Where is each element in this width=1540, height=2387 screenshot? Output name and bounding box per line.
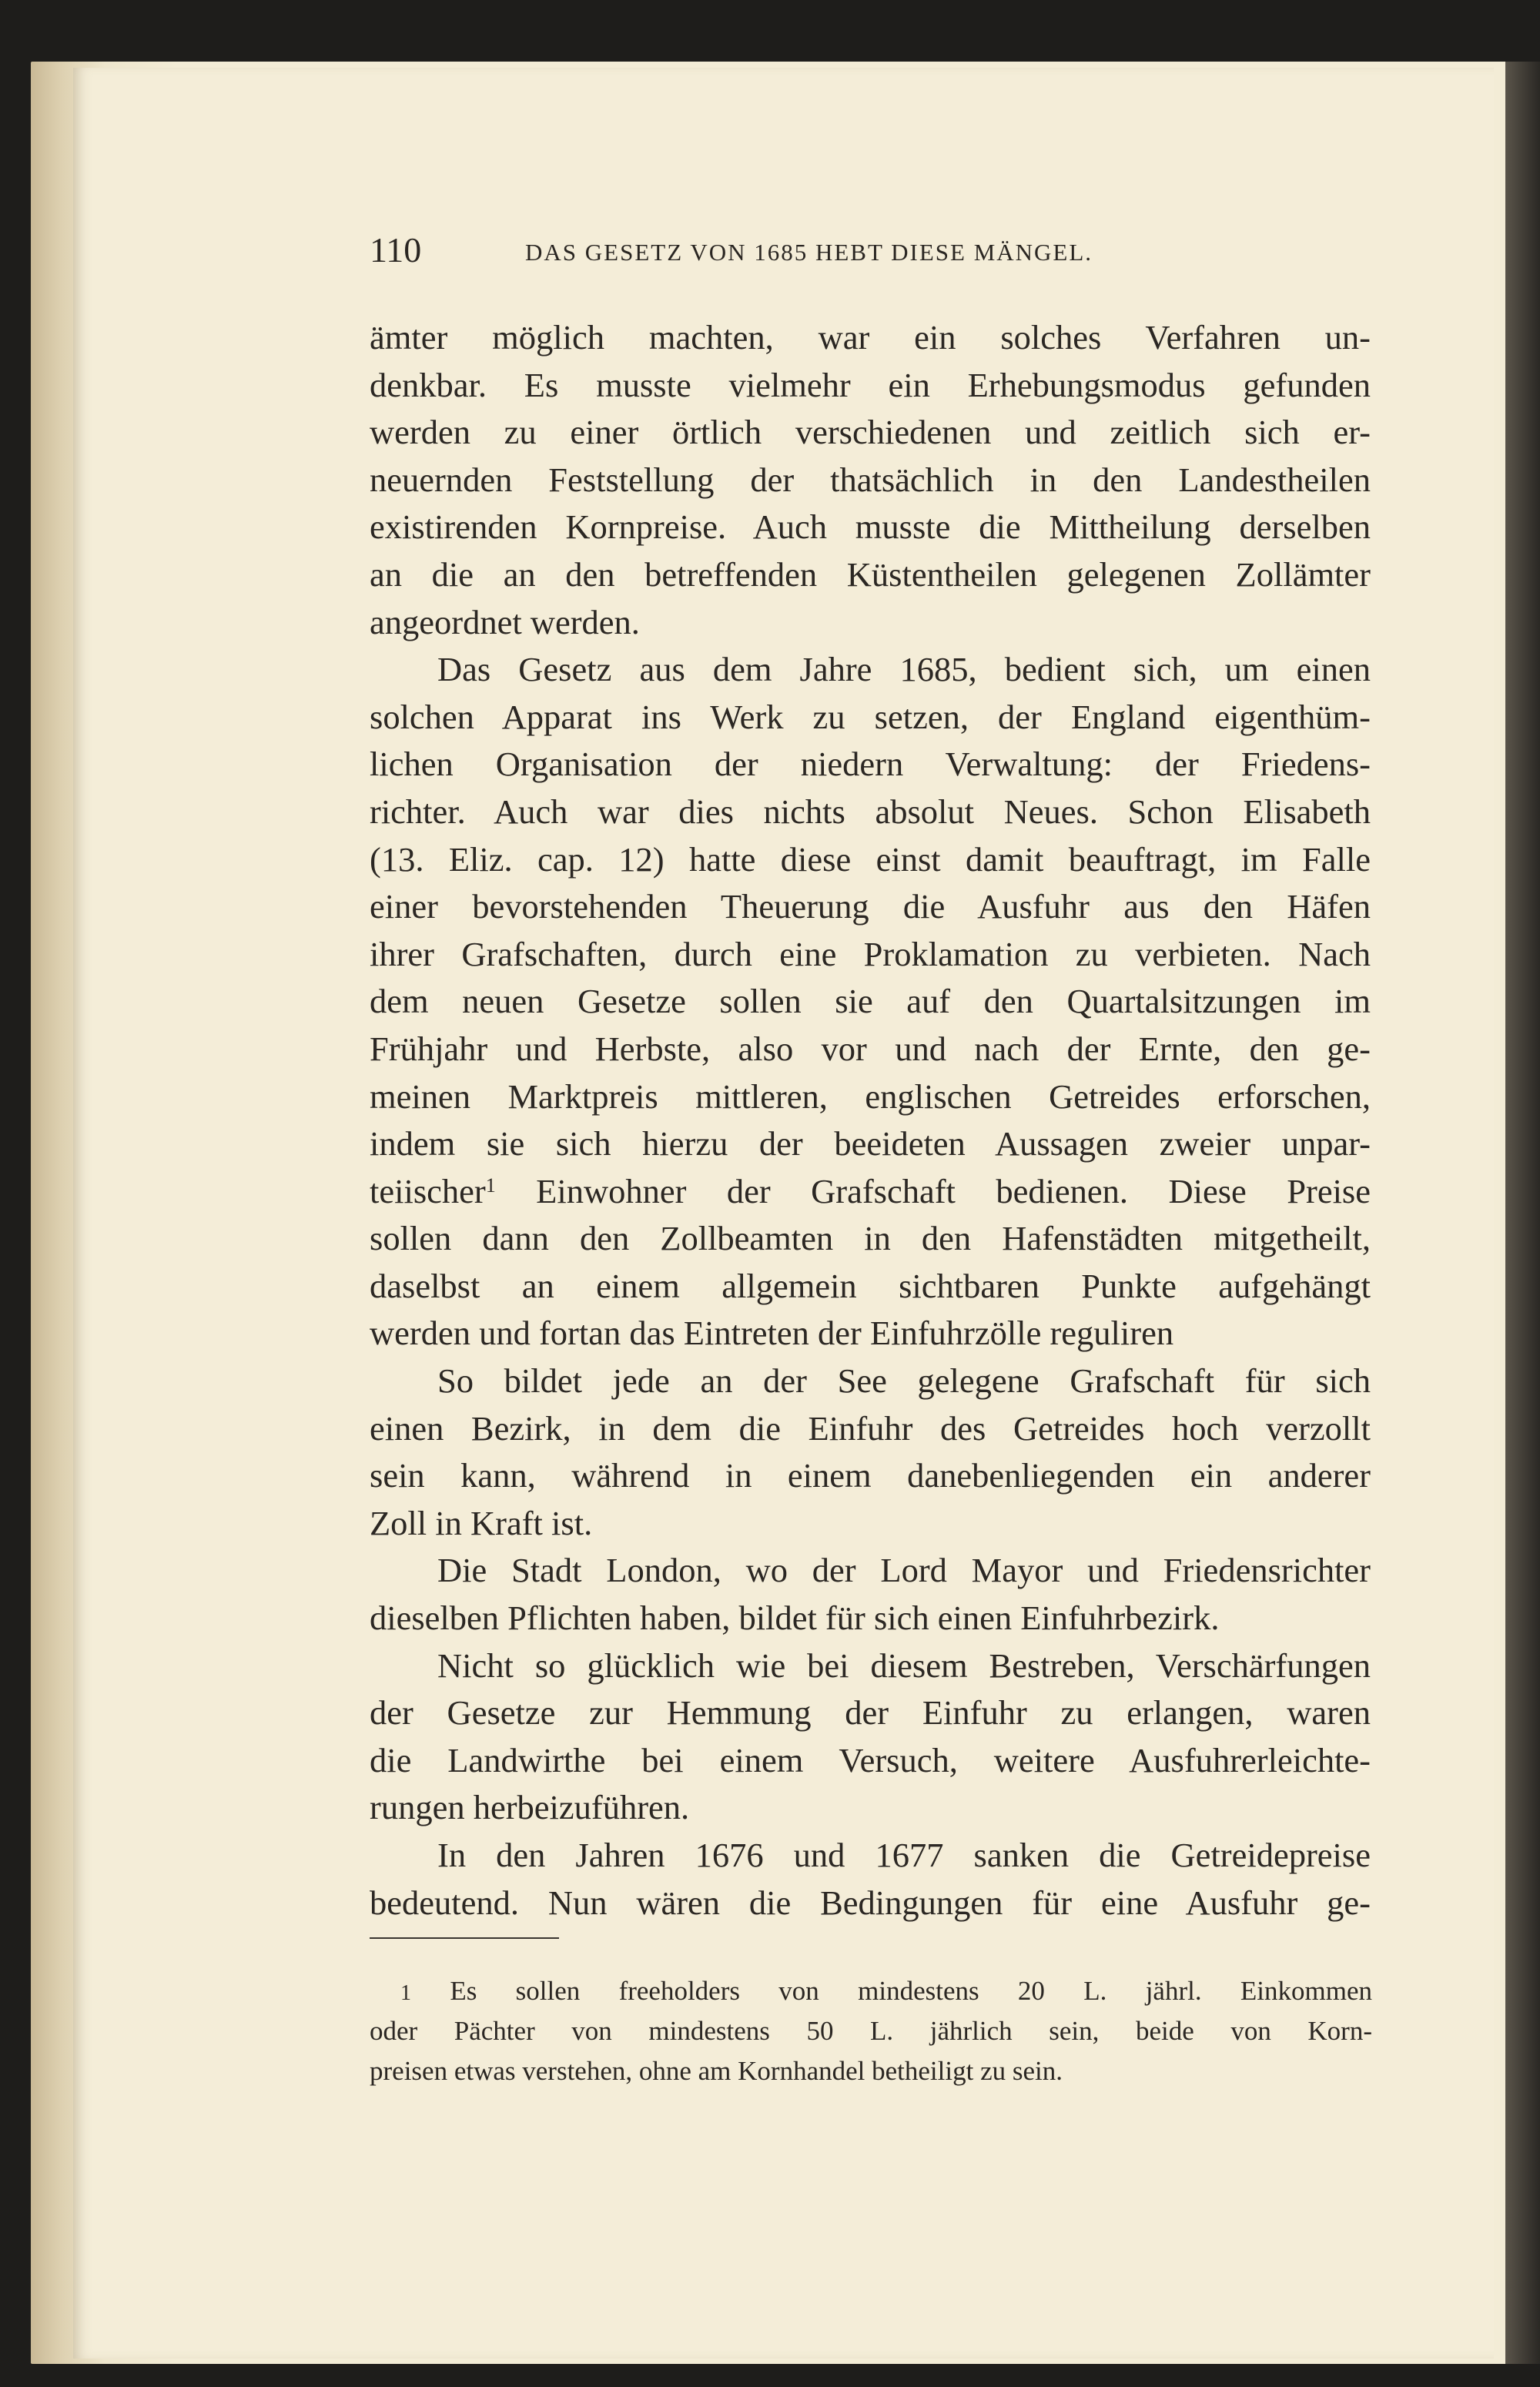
text-line: So bildet jede an der See gelegene Grafschaft für sich: [437, 1361, 1371, 1401]
text-line: existirenden Kornpreise. Auch musste die Mittheilung derselben: [370, 507, 1371, 547]
text-line: richter. Auch war dies nichts absolut Neues. Schon Elisabeth: [370, 792, 1371, 831]
text-line: daselbst an einem allgemein sichtbaren Punkte aufgehängt: [370, 1266, 1371, 1305]
text-line: ämter möglich machten, war ein solches Verfahren un-: [370, 318, 1371, 357]
footnote-line: preisen etwas verstehen, ohne am Kornhandel betheiligt zu sein.: [370, 2056, 1063, 2086]
text-line: einen Bezirk, in dem die Einfuhr des Getreides hoch verzollt: [370, 1408, 1371, 1448]
text-line: Frühjahr und Herbste, also vor und nach der Ernte, den ge-: [370, 1029, 1371, 1068]
text-line: neuernden Feststellung der thatsächlich in den Landestheilen: [370, 460, 1371, 499]
text-line: Zoll in Kraft ist.: [370, 1503, 593, 1542]
footnote-divider: [370, 1937, 559, 1939]
text-line: lichen Organisation der niedern Verwaltung: der Friedens-: [370, 745, 1371, 784]
text-line: die Landwirthe bei einem Versuch, weitere Ausfuhrerleichte-: [370, 1740, 1371, 1779]
text-line: Nicht so glücklich wie bei diesem Bestreben, Verschärfungen: [437, 1645, 1371, 1685]
footnote-reference: 1: [485, 1173, 496, 1197]
text-line: sollen dann den Zollbeamten in den Hafenstädten mitgetheilt,: [370, 1219, 1371, 1258]
text-line: dieselben Pflichten haben, bildet für sich einen Einfuhrbezirk.: [370, 1599, 1220, 1638]
text-line: an die an den betreffenden Küstentheilen gelegenen Zollämter: [370, 554, 1371, 594]
footnote-mark: 1: [400, 1981, 411, 2005]
text-line: einer bevorstehenden Theuerung die Ausfuhr aus den Häfen: [370, 887, 1371, 926]
text-line: denkbar. Es musste vielmehr ein Erhebungsmodus gefunden: [370, 365, 1371, 404]
text-line: angeordnet werden.: [370, 602, 640, 641]
text-line: ihrer Grafschaften, durch eine Proklamation zu verbieten. Nach: [370, 934, 1371, 973]
text-line: dem neuen Gesetze sollen sie auf den Quartalsitzungen im: [370, 982, 1371, 1021]
text-line: bedeutend. Nun wären die Bedingungen für eine Ausfuhr ge-: [370, 1883, 1371, 1922]
footnote-text: Es sollen freeholders von mindestens 20 L. jährl. Einkommen: [450, 1976, 1373, 2006]
footnote-line: [370, 1971, 1372, 2011]
text-line: Das Gesetz aus dem Jahre 1685, bedient sich, um einen: [437, 650, 1371, 689]
text-line: rungen herbeizuführen.: [370, 1788, 690, 1827]
page-header: [370, 229, 1378, 276]
text-fragment: Einwohner der Grafschaft bedienen. Diese Preise: [536, 1171, 1371, 1210]
text-line: werden und fortan das Eintreten der Einfuhrzölle reguliren: [370, 1314, 1174, 1353]
text-line: indem sie sich hierzu der beeideten Aussagen zweier unpar-: [370, 1124, 1371, 1163]
body-text: [370, 314, 1371, 1927]
text-line: solchen Apparat ins Werk zu setzen, der England eigenthüm-: [370, 697, 1371, 736]
text-line: sein kann, während in einem danebenliegenden ein anderer: [370, 1456, 1371, 1495]
text-fragment: teiischer: [370, 1171, 486, 1210]
text-line: (13. Eliz. cap. 12) hatte diese einst damit beauftragt, im Falle: [370, 839, 1371, 879]
footnotes: [370, 1971, 1372, 2091]
text-line: In den Jahren 1676 und 1677 sanken die Getreidepreise: [437, 1836, 1371, 1874]
book-gutter: [1505, 62, 1540, 2364]
text-line: Die Stadt London, wo der Lord Mayor und Friedensrichter: [437, 1551, 1371, 1590]
page-number: 110: [370, 230, 422, 270]
running-title: DAS GESETZ VON 1685 HEBT DIESE MÄNGEL.: [525, 239, 1093, 266]
text-line-with-footnote: [370, 1168, 1371, 1216]
text-line: meinen Marktpreis mittleren, englischen Getreides erforschen,: [370, 1076, 1371, 1116]
text-line: der Gesetze zur Hemmung der Einfuhr zu erlangen, waren: [370, 1693, 1371, 1732]
text-line: werden zu einer örtlich verschiedenen und zeitlich sich er-: [370, 413, 1371, 452]
footnote-line: oder Pächter von mindestens 50 L. jährlich sein, beide von Korn-: [370, 2016, 1372, 2046]
